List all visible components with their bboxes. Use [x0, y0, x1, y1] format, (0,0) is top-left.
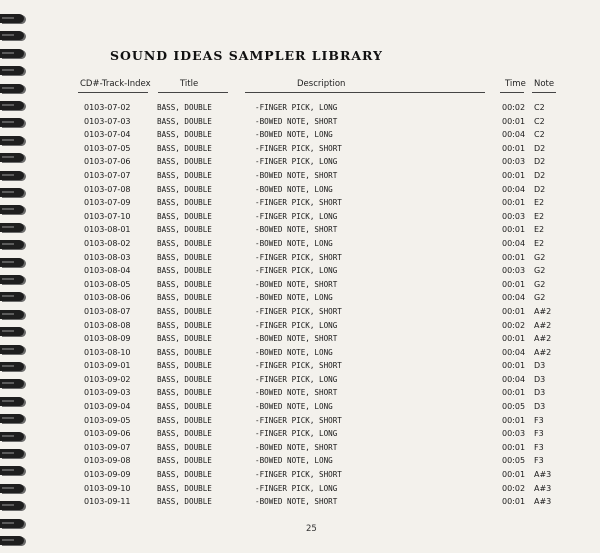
note-cell: A#2	[534, 320, 552, 330]
title-cell: BASS, DOUBLE	[157, 470, 212, 480]
time-cell: 00:04	[502, 374, 526, 384]
description-cell: -BOWED NOTE, SHORT	[255, 116, 338, 126]
description-cell: -FINGER PICK, SHORT	[255, 306, 342, 316]
table-row	[0, 155, 600, 169]
note-cell: F3	[534, 429, 544, 439]
cd-track-index-cell: 0103-09-08	[84, 456, 131, 466]
note-cell: D2	[534, 170, 546, 180]
cd-track-index-cell: 0103-07-05	[84, 143, 131, 153]
title-cell: BASS, DOUBLE	[157, 252, 212, 262]
cd-track-index-cell: 0103-09-05	[84, 415, 131, 425]
title-cell: BASS, DOUBLE	[157, 429, 212, 439]
description-cell: -FINGER PICK, LONG	[255, 483, 338, 493]
cd-track-index-cell: 0103-08-05	[84, 279, 131, 289]
time-cell: 00:04	[502, 293, 526, 303]
cd-track-index-cell: 0103-07-10	[84, 211, 131, 221]
cd-track-index-cell: 0103-07-04	[84, 130, 131, 140]
cd-track-index-cell: 0103-07-03	[84, 116, 131, 126]
title-cell: BASS, DOUBLE	[157, 130, 212, 140]
binding-ring	[0, 14, 24, 23]
description-cell: -FINGER PICK, LONG	[255, 266, 338, 276]
time-cell: 00:02	[502, 483, 526, 493]
description-cell: -FINGER PICK, LONG	[255, 429, 338, 439]
time-cell: 00:01	[502, 388, 526, 398]
title-cell: BASS, DOUBLE	[157, 238, 212, 248]
title-cell: BASS, DOUBLE	[157, 157, 212, 167]
description-cell: -FINGER PICK, SHORT	[255, 143, 342, 153]
time-cell: 00:03	[502, 429, 526, 439]
note-cell: D2	[534, 184, 546, 194]
title-cell: BASS, DOUBLE	[157, 347, 212, 357]
table-row	[0, 441, 600, 455]
note-cell: E2	[534, 198, 545, 208]
note-cell: D3	[534, 361, 546, 371]
cd-track-index-cell: 0103-07-09	[84, 198, 131, 208]
column-header-cd-track-index: CD#-Track-Index	[80, 79, 151, 89]
time-cell: 00:01	[502, 415, 526, 425]
column-header-title: Title	[180, 79, 199, 89]
description-cell: -BOWED NOTE, LONG	[255, 130, 333, 140]
table-row	[0, 427, 600, 441]
table-row	[0, 414, 600, 428]
title-cell: BASS, DOUBLE	[157, 334, 212, 344]
table-row	[0, 373, 600, 387]
table-row	[0, 386, 600, 400]
binding-ring	[0, 519, 24, 528]
description-cell: -BOWED NOTE, SHORT	[255, 170, 338, 180]
table-row	[0, 482, 600, 496]
description-cell: -BOWED NOTE, SHORT	[255, 334, 338, 344]
description-cell: -FINGER PICK, SHORT	[255, 470, 342, 480]
time-cell: 00:03	[502, 266, 526, 276]
note-cell: F3	[534, 442, 544, 452]
cd-track-index-cell: 0103-09-02	[84, 374, 131, 384]
title-cell: BASS, DOUBLE	[157, 320, 212, 330]
description-cell: -FINGER PICK, SHORT	[255, 252, 342, 262]
table-row	[0, 169, 600, 183]
cd-track-index-cell: 0103-09-09	[84, 470, 131, 480]
table-row	[0, 346, 600, 360]
description-cell: -FINGER PICK, LONG	[255, 374, 338, 384]
note-cell: G2	[534, 252, 546, 262]
title-cell: BASS, DOUBLE	[157, 225, 212, 235]
column-underline	[245, 92, 485, 93]
time-cell: 00:01	[502, 116, 526, 126]
time-cell: 00:01	[502, 143, 526, 153]
title-cell: BASS, DOUBLE	[157, 306, 212, 316]
description-cell: -FINGER PICK, LONG	[255, 103, 338, 112]
cd-track-index-cell: 0103-09-11	[84, 497, 131, 507]
cd-track-index-cell: 0103-07-07	[84, 170, 131, 180]
time-cell: 00:01	[502, 334, 526, 344]
binding-ring	[0, 49, 24, 58]
note-cell: A#2	[534, 334, 552, 344]
time-cell: 00:05	[502, 456, 526, 466]
time-cell: 00:04	[502, 184, 526, 194]
title-cell: BASS, DOUBLE	[157, 483, 212, 493]
table-row	[0, 210, 600, 224]
note-cell: D3	[534, 374, 546, 384]
cd-track-index-cell: 0103-08-08	[84, 320, 131, 330]
note-cell: D2	[534, 143, 546, 153]
cd-track-index-cell: 0103-09-10	[84, 483, 131, 493]
note-cell: A#2	[534, 347, 552, 357]
binding-ring	[0, 84, 24, 93]
cd-track-index-cell: 0103-07-06	[84, 157, 131, 167]
time-cell: 00:01	[502, 279, 526, 289]
time-cell: 00:03	[502, 211, 526, 221]
description-cell: -BOWED NOTE, LONG	[255, 238, 333, 248]
title-cell: BASS, DOUBLE	[157, 497, 212, 507]
description-cell: -FINGER PICK, SHORT	[255, 198, 342, 208]
time-cell: 00:01	[502, 252, 526, 262]
table-row	[0, 264, 600, 278]
note-cell: F3	[534, 415, 544, 425]
binding-ring	[0, 66, 24, 75]
title-cell: BASS, DOUBLE	[157, 103, 212, 112]
description-cell: -BOWED NOTE, SHORT	[255, 388, 338, 398]
time-cell: 00:01	[502, 442, 526, 452]
column-header-time: Time	[505, 79, 526, 89]
page-title: SOUND IDEAS SAMPLER LIBRARY	[110, 48, 383, 63]
cd-track-index-cell: 0103-09-04	[84, 402, 131, 412]
title-cell: BASS, DOUBLE	[157, 442, 212, 452]
binding-ring	[0, 31, 24, 40]
note-cell: G2	[534, 293, 546, 303]
table-row	[0, 468, 600, 482]
title-cell: BASS, DOUBLE	[157, 143, 212, 153]
table-row	[0, 115, 600, 129]
track-table	[0, 101, 600, 509]
table-row	[0, 319, 600, 333]
time-cell: 00:02	[502, 320, 526, 330]
title-cell: BASS, DOUBLE	[157, 279, 212, 289]
description-cell: -FINGER PICK, SHORT	[255, 415, 342, 425]
time-cell: 00:01	[502, 361, 526, 371]
cd-track-index-cell: 0103-09-01	[84, 361, 131, 371]
note-cell: D3	[534, 388, 546, 398]
description-cell: -BOWED NOTE, LONG	[255, 184, 333, 194]
note-cell: E2	[534, 225, 545, 235]
table-row	[0, 223, 600, 237]
table-row	[0, 305, 600, 319]
cd-track-index-cell: 0103-07-02	[84, 103, 131, 112]
note-cell: G2	[534, 266, 546, 276]
time-cell: 00:04	[502, 238, 526, 248]
title-cell: BASS, DOUBLE	[157, 361, 212, 371]
description-cell: -FINGER PICK, LONG	[255, 157, 338, 167]
description-cell: -FINGER PICK, LONG	[255, 320, 338, 330]
time-cell: 00:02	[502, 103, 526, 112]
title-cell: BASS, DOUBLE	[157, 374, 212, 384]
cd-track-index-cell: 0103-08-02	[84, 238, 131, 248]
title-cell: BASS, DOUBLE	[157, 170, 212, 180]
column-underline	[78, 92, 148, 93]
note-cell: D3	[534, 402, 546, 412]
description-cell: -FINGER PICK, LONG	[255, 211, 338, 221]
column-underline	[500, 92, 524, 93]
cd-track-index-cell: 0103-09-03	[84, 388, 131, 398]
title-cell: BASS, DOUBLE	[157, 211, 212, 221]
table-row	[0, 196, 600, 210]
column-underline	[158, 92, 228, 93]
time-cell: 00:05	[502, 402, 526, 412]
description-cell: -BOWED NOTE, LONG	[255, 347, 333, 357]
note-cell: G2	[534, 279, 546, 289]
time-cell: 00:01	[502, 497, 526, 507]
note-cell: A#3	[534, 497, 552, 507]
column-underline	[532, 92, 556, 93]
note-cell: C2	[534, 130, 545, 140]
table-row	[0, 237, 600, 251]
cd-track-index-cell: 0103-08-07	[84, 306, 131, 316]
note-cell: A#2	[534, 306, 552, 316]
page-number: 25	[306, 524, 317, 534]
column-header-note: Note	[534, 79, 555, 89]
cd-track-index-cell: 0103-08-03	[84, 252, 131, 262]
note-cell: C2	[534, 103, 545, 112]
note-cell: F3	[534, 456, 544, 466]
title-cell: BASS, DOUBLE	[157, 198, 212, 208]
cd-track-index-cell: 0103-08-10	[84, 347, 131, 357]
table-row	[0, 454, 600, 468]
column-header-description: Description	[297, 79, 346, 89]
description-cell: -BOWED NOTE, LONG	[255, 293, 333, 303]
cd-track-index-cell: 0103-08-09	[84, 334, 131, 344]
title-cell: BASS, DOUBLE	[157, 184, 212, 194]
title-cell: BASS, DOUBLE	[157, 388, 212, 398]
note-cell: E2	[534, 238, 545, 248]
description-cell: -BOWED NOTE, SHORT	[255, 497, 338, 507]
title-cell: BASS, DOUBLE	[157, 415, 212, 425]
time-cell: 00:04	[502, 347, 526, 357]
table-row	[0, 128, 600, 142]
time-cell: 00:01	[502, 470, 526, 480]
table-row	[0, 101, 600, 115]
table-row	[0, 278, 600, 292]
table-row	[0, 142, 600, 156]
table-row	[0, 495, 600, 509]
description-cell: -BOWED NOTE, LONG	[255, 402, 333, 412]
description-cell: -BOWED NOTE, SHORT	[255, 279, 338, 289]
time-cell: 00:03	[502, 157, 526, 167]
description-cell: -BOWED NOTE, SHORT	[255, 225, 338, 235]
note-cell: A#3	[534, 483, 552, 493]
description-cell: -BOWED NOTE, SHORT	[255, 442, 338, 452]
title-cell: BASS, DOUBLE	[157, 116, 212, 126]
note-cell: E2	[534, 211, 545, 221]
note-cell: A#3	[534, 470, 552, 480]
time-cell: 00:04	[502, 130, 526, 140]
table-row	[0, 183, 600, 197]
time-cell: 00:01	[502, 225, 526, 235]
note-cell: D2	[534, 157, 546, 167]
cd-track-index-cell: 0103-08-04	[84, 266, 131, 276]
title-cell: BASS, DOUBLE	[157, 456, 212, 466]
time-cell: 00:01	[502, 170, 526, 180]
cd-track-index-cell: 0103-08-06	[84, 293, 131, 303]
table-row	[0, 291, 600, 305]
note-cell: C2	[534, 116, 545, 126]
title-cell: BASS, DOUBLE	[157, 402, 212, 412]
title-cell: BASS, DOUBLE	[157, 293, 212, 303]
time-cell: 00:01	[502, 198, 526, 208]
table-row	[0, 251, 600, 265]
title-cell: BASS, DOUBLE	[157, 266, 212, 276]
cd-track-index-cell: 0103-09-07	[84, 442, 131, 452]
table-row	[0, 359, 600, 373]
time-cell: 00:01	[502, 306, 526, 316]
table-row	[0, 400, 600, 414]
cd-track-index-cell: 0103-08-01	[84, 225, 131, 235]
description-cell: -FINGER PICK, SHORT	[255, 361, 342, 371]
table-row	[0, 332, 600, 346]
cd-track-index-cell: 0103-09-06	[84, 429, 131, 439]
cd-track-index-cell: 0103-07-08	[84, 184, 131, 194]
description-cell: -BOWED NOTE, LONG	[255, 456, 333, 466]
binding-ring	[0, 536, 24, 545]
